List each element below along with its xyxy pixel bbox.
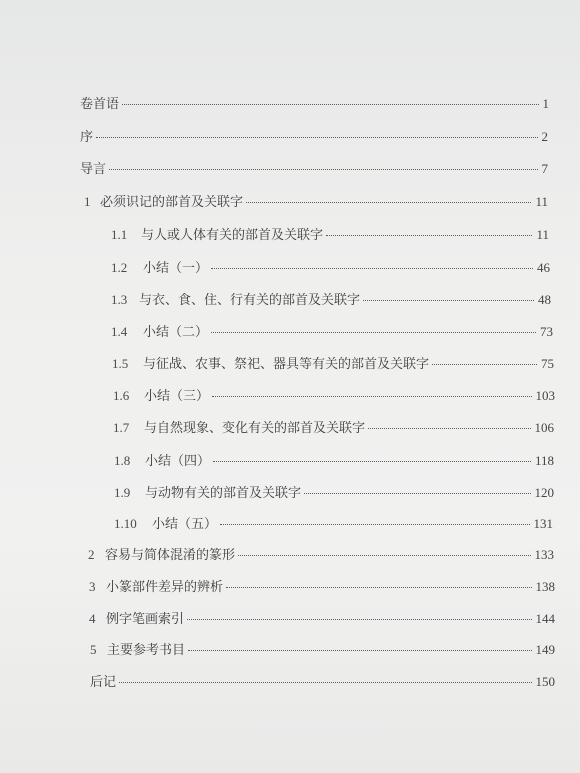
toc-entry-page: 2 [541, 129, 548, 144]
dot-leader [188, 646, 531, 651]
dot-leader [109, 165, 537, 170]
toc-entry-page: 106 [534, 420, 554, 435]
toc-entry-page: 11 [535, 194, 548, 209]
toc-entry-title: 容易与简体混淆的篆形 [105, 548, 236, 563]
toc-entry-page: 150 [535, 674, 555, 689]
toc-entry-page: 118 [534, 453, 554, 468]
dot-leader [119, 678, 531, 683]
toc-entry-number: 1.4 [111, 324, 128, 339]
toc-entry-page: 133 [534, 547, 554, 562]
toc-entry-number: 3 [89, 579, 96, 594]
dot-leader [238, 551, 530, 556]
dot-leader [213, 457, 531, 462]
toc-entry-number: 1.9 [114, 485, 131, 500]
toc-entry [111, 225, 549, 245]
toc-entry-number: 2 [88, 547, 95, 562]
dot-leader [363, 296, 534, 301]
toc-entry-number: 1.8 [114, 453, 131, 468]
toc-entry-number: 1.5 [112, 356, 129, 371]
toc-entry-title: 小结（三） [144, 389, 210, 404]
toc-entry-number: 1.1 [111, 227, 128, 242]
dot-leader [220, 520, 529, 525]
toc-entry-title: 小结（一） [143, 261, 209, 276]
toc-entry [114, 514, 553, 534]
dot-leader [122, 100, 538, 105]
toc-entry [80, 159, 548, 179]
toc-entry [88, 545, 554, 565]
toc-entry [90, 672, 555, 692]
dot-leader [432, 360, 537, 365]
toc-entry [111, 258, 550, 278]
toc-entry-number: 5 [90, 642, 97, 657]
toc-entry [89, 577, 555, 597]
dot-leader [246, 198, 531, 203]
toc-entry [114, 451, 554, 471]
toc-entry [90, 640, 555, 660]
toc-entry-title: 小结（二） [143, 325, 209, 340]
toc-entry-title: 小篆部件差异的辨析 [106, 580, 224, 595]
dot-leader [304, 489, 530, 494]
toc-entry-title: 与自然现象、变化有关的部首及关联字 [144, 421, 366, 436]
toc-entry [113, 386, 555, 406]
dot-leader [368, 424, 530, 429]
toc-entry-number: 4 [89, 611, 96, 626]
toc-entry-title: 主要参考书目 [107, 643, 186, 658]
toc-entry [80, 127, 548, 147]
toc-entry-page: 120 [534, 485, 554, 500]
toc-entry-page: 11 [536, 227, 549, 242]
toc-entry [80, 94, 549, 114]
toc-entry-title: 与征战、农事、祭祀、器具等有关的部首及关联字 [143, 357, 430, 372]
toc-entry-number: 1.3 [111, 292, 128, 307]
toc-entry-title: 小结（五） [152, 517, 218, 532]
toc-entry-title: 例字笔画索引 [106, 612, 185, 627]
toc-entry-number: 1.2 [111, 260, 128, 275]
toc-entry [111, 322, 553, 342]
toc-entry-number: 1.7 [113, 420, 130, 435]
dot-leader [211, 328, 536, 333]
dot-leader [96, 133, 537, 138]
dot-leader [212, 392, 531, 397]
dot-leader [187, 615, 531, 620]
dot-leader [211, 264, 533, 269]
toc-entry [89, 609, 555, 629]
toc-entry-page: 48 [538, 292, 551, 307]
toc-entry-number: 1 [84, 194, 91, 209]
toc-entry [112, 354, 554, 374]
toc-entry-number: 1.6 [113, 388, 130, 403]
toc-entry-title: 卷首语 [80, 97, 120, 112]
toc-entry-page: 131 [533, 516, 553, 531]
toc-entry-title: 后记 [90, 675, 117, 690]
toc-entry-page: 75 [541, 356, 554, 371]
toc-entry [114, 483, 554, 503]
toc-entry-title: 序 [80, 130, 94, 145]
toc-entry [113, 418, 554, 438]
toc-entry-page: 1 [542, 96, 549, 111]
toc-entry-page: 7 [541, 161, 548, 176]
toc-entry-number: 1.10 [114, 516, 137, 531]
toc-entry-title: 导言 [80, 162, 107, 177]
toc-entry-title: 小结（四） [145, 454, 211, 469]
toc-entry-page: 149 [535, 642, 555, 657]
toc-entry-title: 必须识记的部首及关联字 [100, 195, 244, 210]
toc-entry-page: 144 [535, 611, 555, 626]
toc-entry-title: 与动物有关的部首及关联字 [145, 486, 302, 501]
toc-entry-page: 138 [535, 579, 555, 594]
dot-leader [226, 583, 531, 588]
toc-entry-page: 73 [540, 324, 553, 339]
toc-entry-page: 103 [535, 388, 555, 403]
toc-entry-title: 与衣、食、住、行有关的部首及关联字 [139, 293, 361, 308]
toc-entry [111, 290, 551, 310]
dot-leader [326, 231, 532, 236]
toc-entry-page: 46 [537, 260, 550, 275]
toc-entry [84, 192, 548, 212]
toc-entry-title: 与人或人体有关的部首及关联字 [141, 228, 324, 243]
